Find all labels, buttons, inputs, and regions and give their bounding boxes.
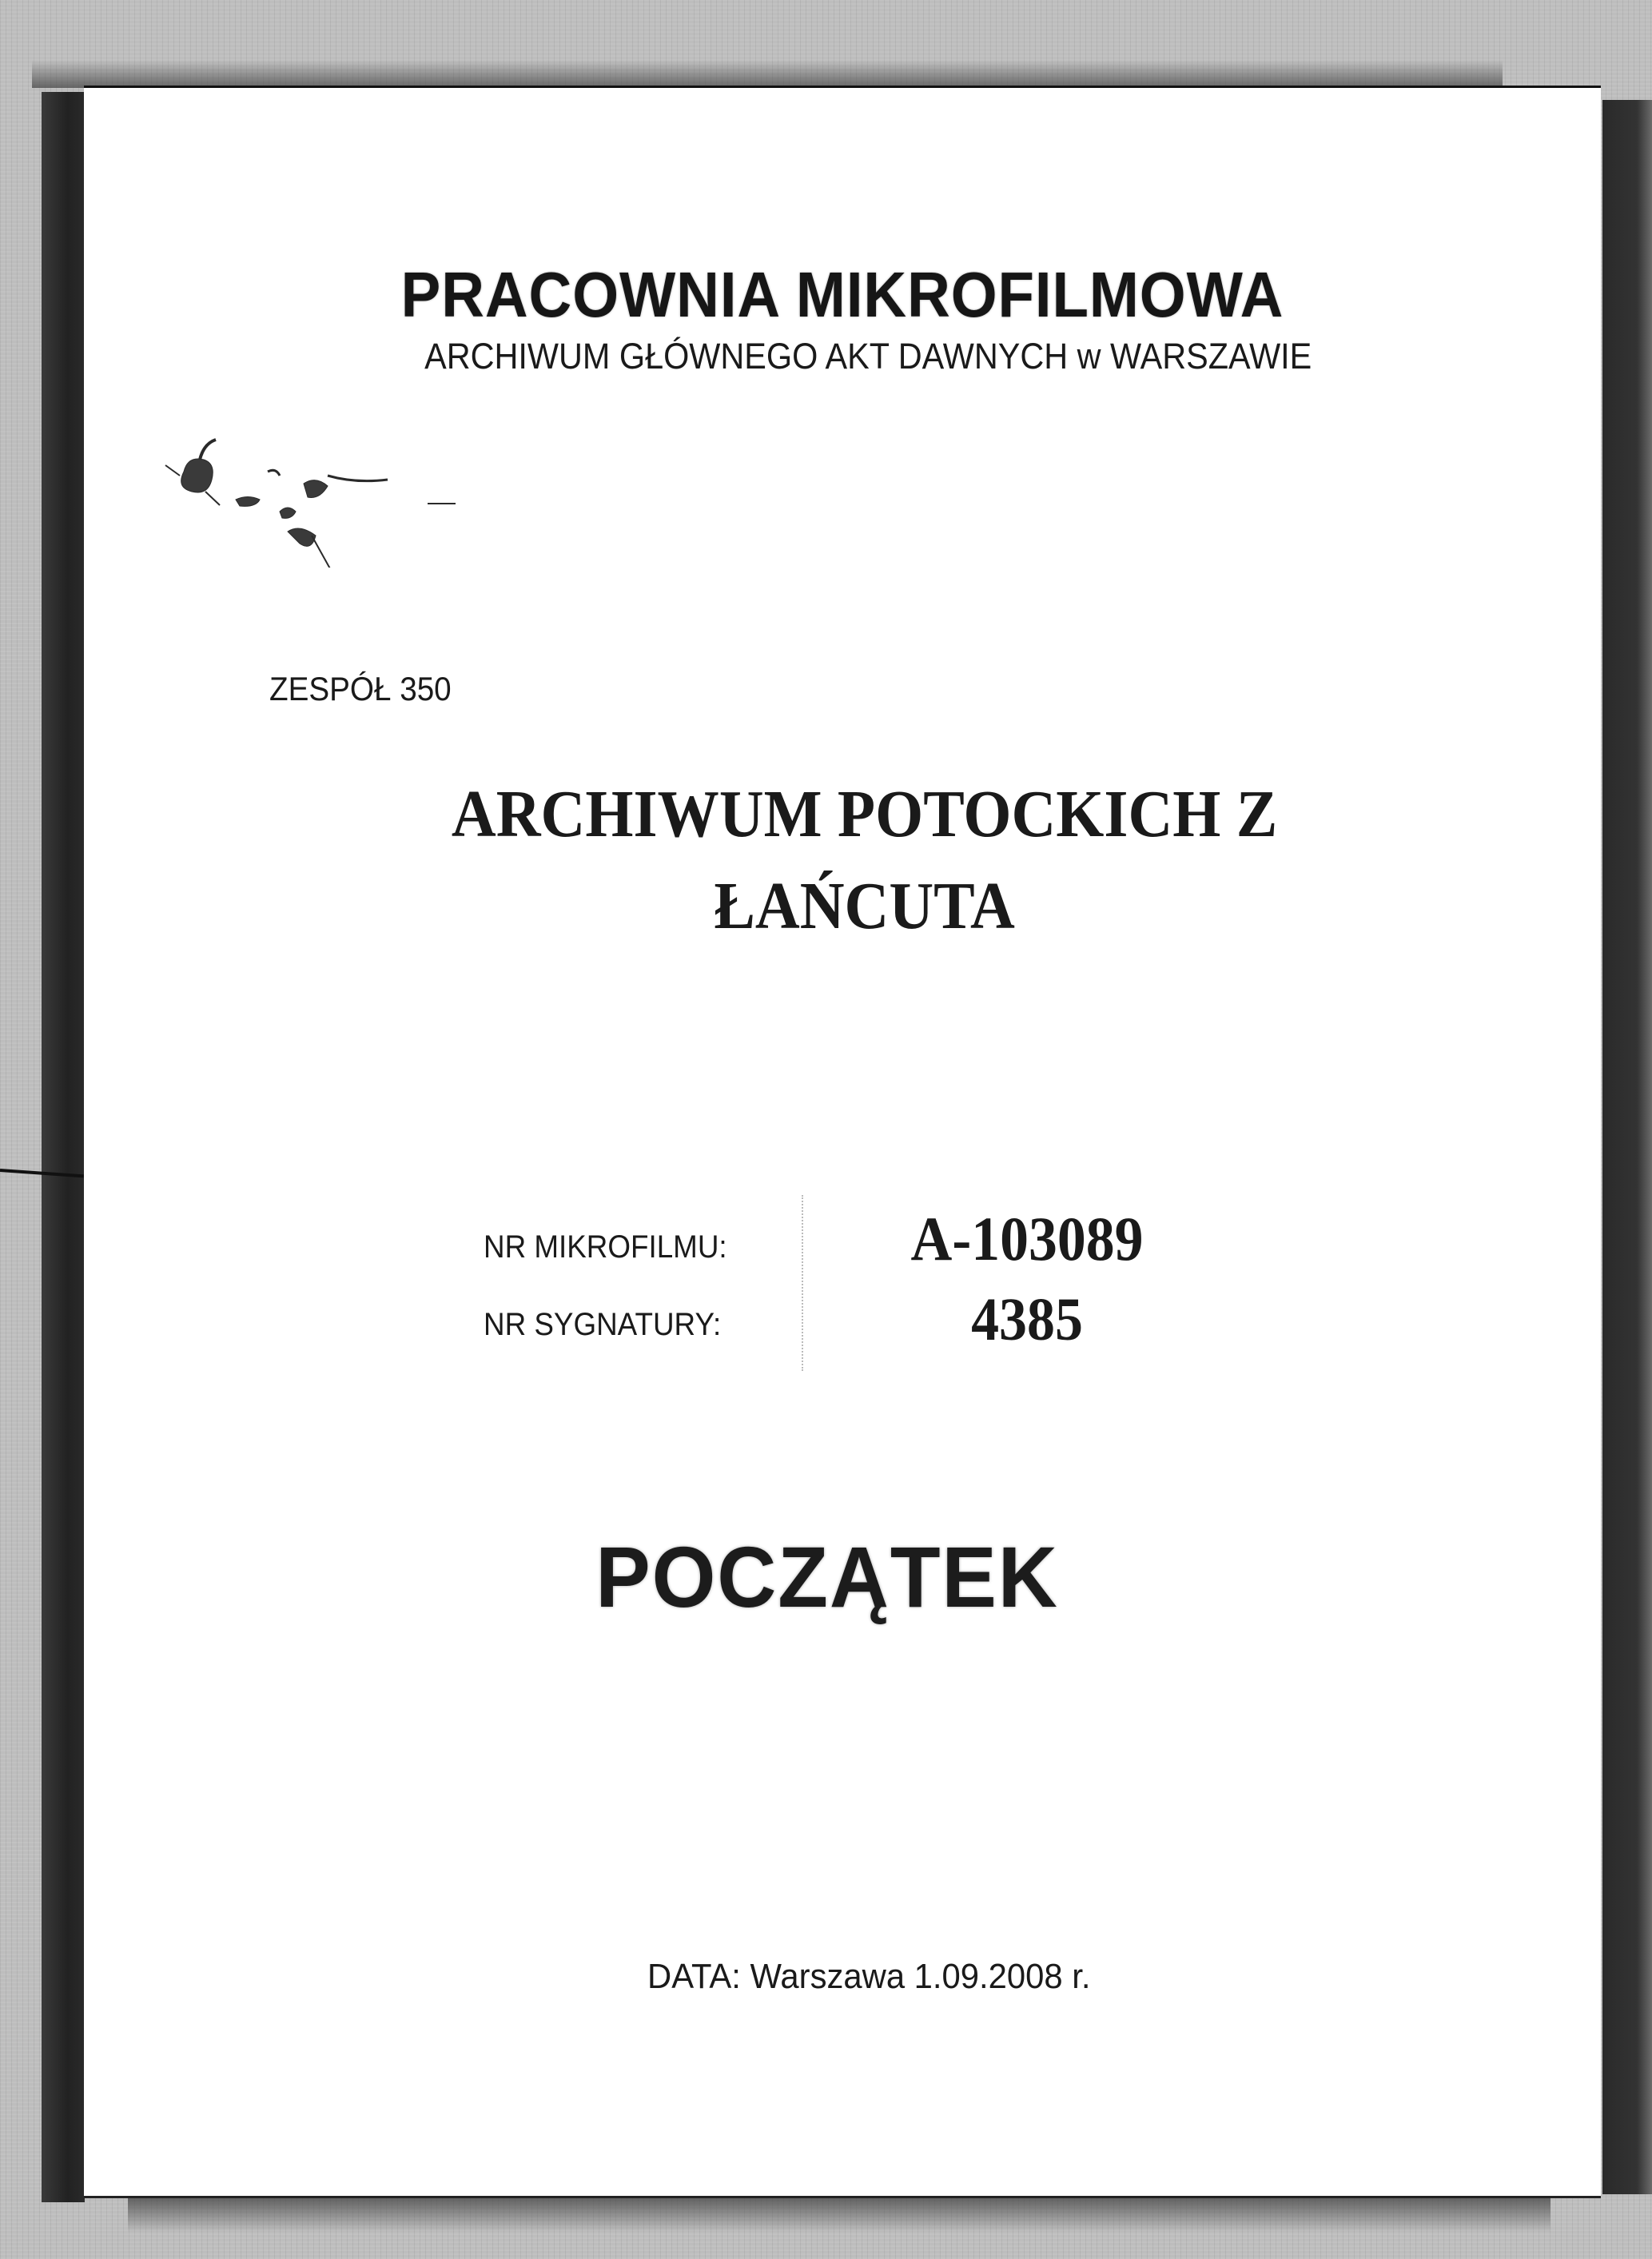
signature-number-label: NR SYGNATURY: (484, 1307, 722, 1342)
fonds-title-line-1: ARCHIWUM POTOCKICH Z (451, 777, 1278, 851)
scan-bottom-shadow (128, 2197, 1550, 2233)
document-page (84, 86, 1601, 2198)
page-left-edge-shadow (42, 92, 85, 2202)
microfilm-number-value: A-103089 (910, 1204, 1144, 1273)
status-heading: POCZĄTEK (595, 1528, 1059, 1625)
fonds-title-line-2: ŁAŃCUTA (714, 869, 1015, 943)
header-title: PRACOWNIA MIKROFILMOWA (400, 259, 1284, 330)
header-subtitle: ARCHIWUM GŁÓWNEGO AKT DAWNYCH w WARSZAWIE (424, 336, 1312, 376)
signature-number-value: 4385 (971, 1286, 1083, 1353)
scan-top-shadow (32, 60, 1503, 88)
fonds-number: ZESPÓŁ 350 (269, 670, 452, 707)
microfilm-number-label: NR MIKROFILMU: (484, 1229, 727, 1265)
ink-blot-icon (156, 424, 492, 568)
date-line: DATA: Warszawa 1.09.2008 r. (647, 1957, 1091, 1996)
field-divider (802, 1195, 803, 1371)
page-right-edge-shadow (1602, 100, 1652, 2194)
